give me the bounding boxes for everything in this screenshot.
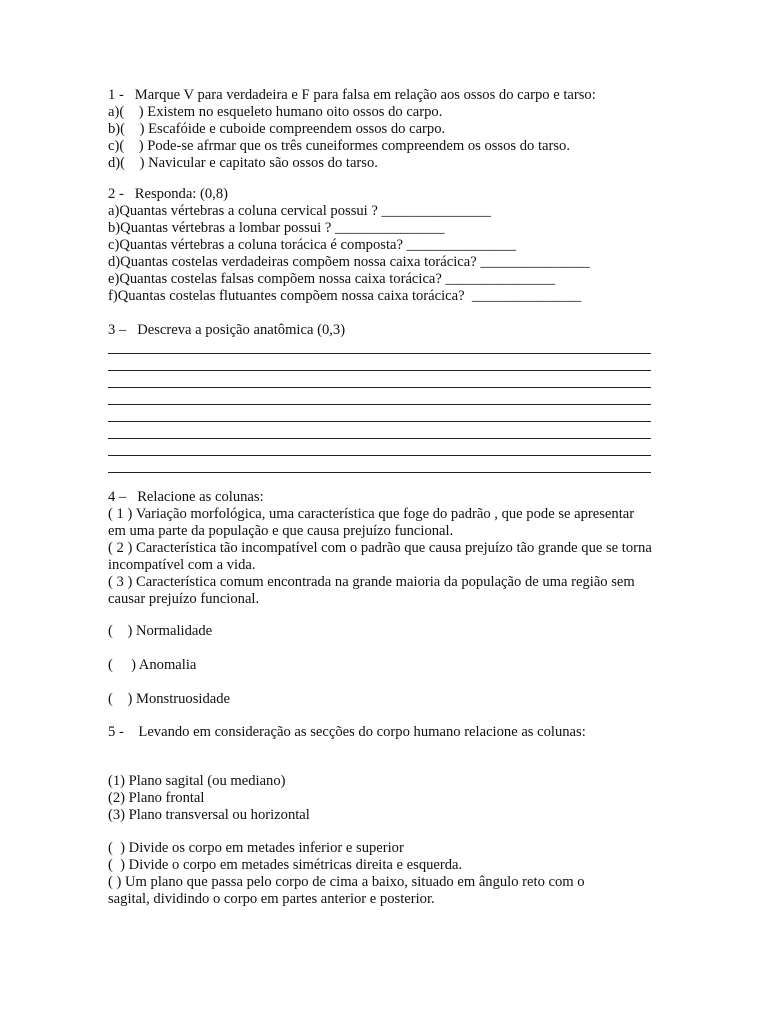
question-5-planes xyxy=(108,773,668,824)
question-1-item-b: b)( ) Escafóide e cuboide compreendem ossos do carpo. xyxy=(108,121,446,137)
question-2-item-c: c)Quantas vértebras a coluna torácica é composta? _______________ xyxy=(108,237,517,253)
plane-3: (3) Plano transversal ou horizontal xyxy=(108,807,310,823)
description-1: ( ) Divide os corpo em metades inferior e superior xyxy=(108,840,404,856)
answer-line xyxy=(108,339,668,356)
question-1-item-a: a)( ) Existem no esqueleto humano oito ossos do carpo. xyxy=(108,104,443,120)
question-3-title: 3 – Descreva a posição anatômica (0,3) xyxy=(108,322,346,338)
option-label: ( ) Anomalia xyxy=(108,657,197,673)
question-2-item-f: f)Quantas costelas flutuantes compõem nossa caixa torácica? _______________ xyxy=(108,288,582,304)
question-2 xyxy=(108,186,668,305)
question-5-descriptions xyxy=(108,840,628,908)
question-5-title: 5 - Levando em consideração as secções do corpo humano relacione as colunas: xyxy=(108,724,586,740)
question-2-item-e: e)Quantas costelas falsas compõem nossa caixa torácica? _______________ xyxy=(108,271,555,287)
question-2-item-a: a)Quantas vértebras a coluna cervical possui ? _______________ xyxy=(108,203,491,219)
question-2-title: 2 - Responda: (0,8) xyxy=(108,186,228,202)
question-4-option-monstruosidade xyxy=(108,691,668,708)
answer-line xyxy=(108,424,668,441)
question-4-option-anomalia xyxy=(108,657,668,674)
question-4-title: 4 – Relacione as colunas: xyxy=(108,489,264,505)
question-2-item-d: d)Quantas costelas verdadeiras compõem nossa caixa torácica? _______________ xyxy=(108,254,590,270)
answer-line xyxy=(108,441,668,458)
question-3 xyxy=(108,322,668,475)
question-4-item-2: ( 2 ) Característica tão incompatível com o padrão que causa prejuízo tão grande que se torna incompatível com a vida. xyxy=(108,540,652,573)
option-label: ( ) Normalidade xyxy=(108,623,213,639)
description-2: ( ) Divide o corpo em metades simétricas direita e esquerda. xyxy=(108,857,463,873)
option-label: ( ) Monstruosidade xyxy=(108,691,231,707)
description-3: ( ) Um plano que passa pelo corpo de cima a baixo, situado em ângulo reto com o sagital, dividindo o corpo em partes anterior e posterior. xyxy=(108,874,585,907)
answer-line xyxy=(108,390,668,407)
question-4 xyxy=(108,489,653,608)
question-2-item-b: b)Quantas vértebras a lombar possui ? _______________ xyxy=(108,220,445,236)
answer-line xyxy=(108,458,668,475)
question-4-item-3: ( 3 ) Característica comum encontrada na grande maioria da população de uma região sem causar prejuízo funcional. xyxy=(108,574,635,607)
question-1 xyxy=(108,87,668,172)
question-1-title: 1 - Marque V para verdadeira e F para falsa em relação aos ossos do carpo e tarso: xyxy=(108,87,596,103)
question-1-item-c: c)( ) Pode-se afrmar que os três cuneiformes compreendem os ossos do tarso. xyxy=(108,138,570,154)
answer-line xyxy=(108,356,668,373)
question-4-option-normalidade xyxy=(108,623,668,640)
question-1-item-d: d)( ) Navicular e capitato são ossos do tarso. xyxy=(108,155,378,171)
plane-1: (1) Plano sagital (ou mediano) xyxy=(108,773,286,789)
question-4-item-1: ( 1 ) Variação morfológica, uma característica que foge do padrão , que pode se apresentar em uma parte da população e que causa prejuízo funcional. xyxy=(108,506,635,539)
answer-line xyxy=(108,407,668,424)
question-5-title-block xyxy=(108,724,668,741)
plane-2: (2) Plano frontal xyxy=(108,790,205,806)
answer-line xyxy=(108,373,668,390)
